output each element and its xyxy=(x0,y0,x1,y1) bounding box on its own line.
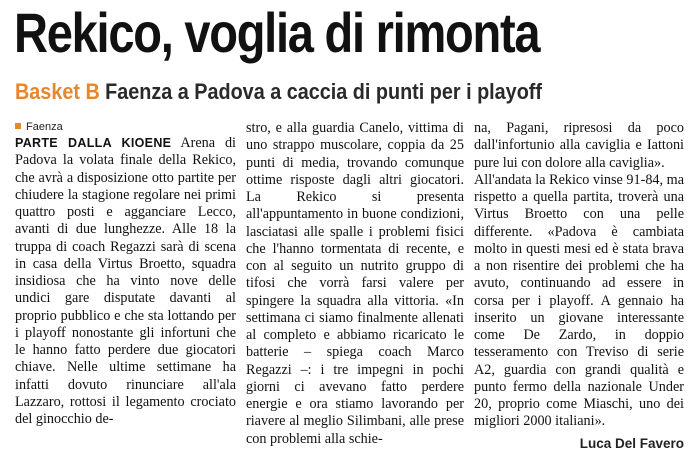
article-column-3 xyxy=(474,120,684,451)
subheadline-text: Faenza a Padova a caccia di punti per i playoff xyxy=(105,79,542,104)
byline: Luca Del Favero xyxy=(579,435,684,451)
dateline xyxy=(15,120,236,134)
dateline-text: Faenza xyxy=(26,121,63,133)
lead-in: PARTE DALLA KIOENE xyxy=(15,136,172,150)
section-kicker: Basket B xyxy=(15,79,100,104)
column-3-body: na, Pagani, ripresosi da poco dall'infortunio alla caviglia e Iattoni pure lui con dolore alla caviglia». All'andata la Rekico vinse 91-84, ma rispetto a quella partita, troverà una Virtus Broetto con una pelle differente. «Padova è cambiata molto in questi mesi ed è stata brava a non risentire dei problemi che ha avuto, continuando ad essere in corsa per i playoff. A gennaio ha inserito un giovane interessante come De Zardo, in doppio tesseramento con Treviso di serie A2, guardia con grandi qualità e punto fermo della nazionale Under 20, proprio come Miaschi, uno dei migliori 2000 italiani». xyxy=(474,120,684,430)
article-column-1 xyxy=(15,120,236,427)
article-column-2 xyxy=(246,120,464,447)
bullet-icon xyxy=(15,123,21,129)
column-1-body: Arena di Padova la volata finale della Rekico, che avrà a disposizione otto partite per chiudere la stagione regolare nei primi quattro posti e agganciare Lecco, avanti di due lunghezze. Alle 18 la truppa di coach Regazzi sarà di scena in casa della Virtus Broetto, squadra insidiosa che ha vinto nove delle undici gare disputate davanti al proprio pubblico e che sta lottando per i playoff nonostante gli infortuni che le hanno fatto perdere due giocatori chiave. Nelle ultime settimane ha infatti dovuto rinunciare all'ala Lazzaro, rottosi il legamento crociato del ginocchio de- xyxy=(15,135,236,427)
headline: Rekico, voglia di rimonta xyxy=(14,1,540,64)
subheadline xyxy=(15,78,618,106)
column-2-body: stro, e alla guardia Canelo, vittima di uno strappo muscolare, coppia da 25 punti di media, trovando comunque ottime risposte dagli altri giocatori. La Rekico si presenta all'appuntamento in buone condizioni, lasciatasi alle spalle i problemi fisici che l'hanno tormentata di recente, e con al seguito un nutrito gruppo di tifosi che vorrà farsi valere per spingere la squadra alla vittoria. «In settimana ci siamo finalmente allenati al completo e abbiamo ricaricato le batterie – spiega coach Marco Regazzi –: i tre impegni in pochi giorni ci avevano fatto perdere energie e ora stiamo lavorando per riavere al meglio Silimbani, alle prese con problemi alla schie- xyxy=(246,120,464,447)
